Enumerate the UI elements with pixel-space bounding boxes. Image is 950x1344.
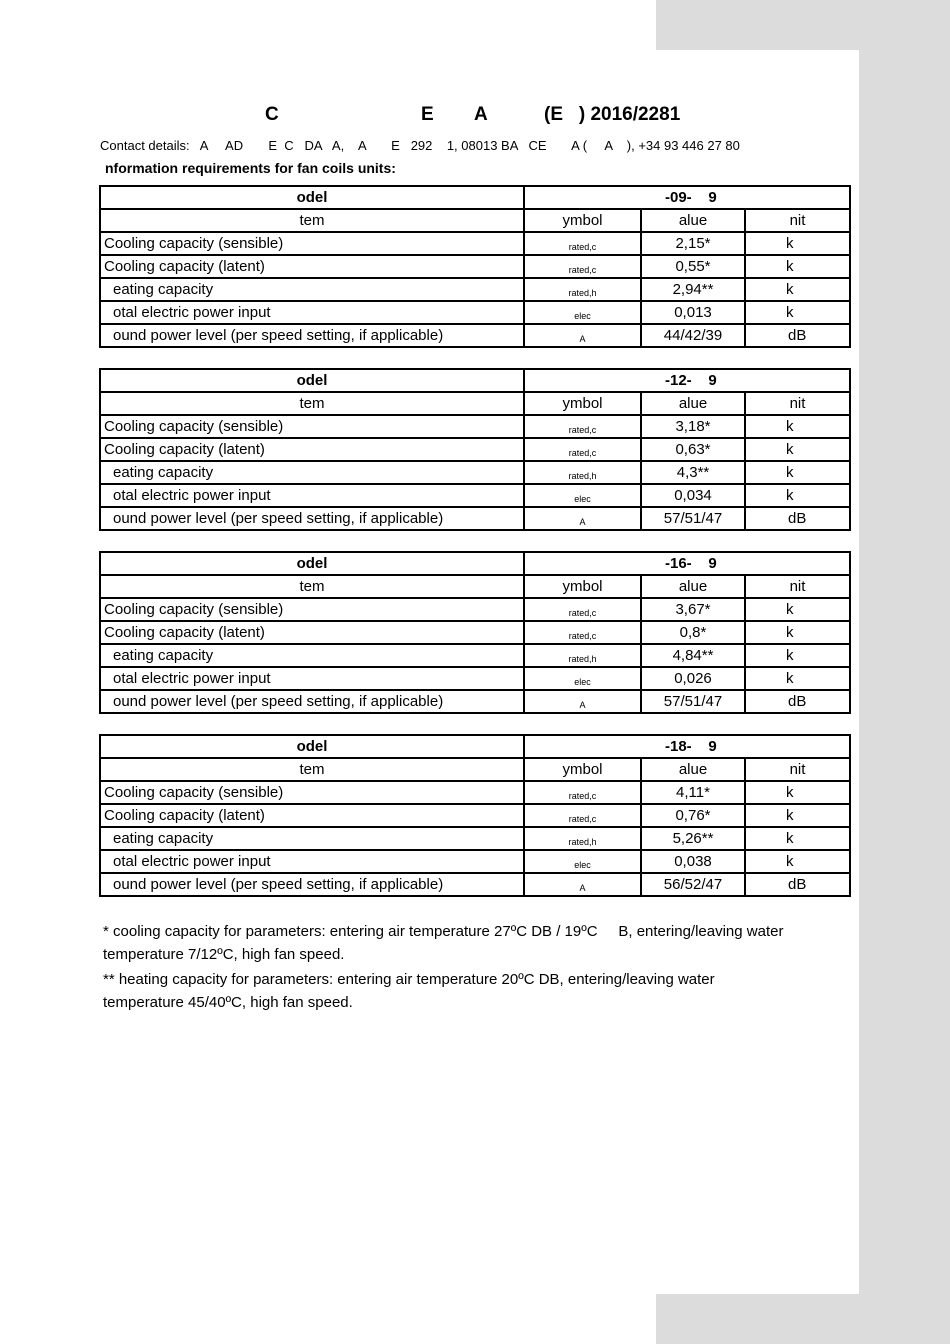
row-label: Cooling capacity (latent): [100, 438, 524, 461]
row-unit: k: [745, 232, 850, 255]
header-value: alue: [641, 392, 745, 415]
model-label: odel: [100, 369, 524, 392]
header-item: tem: [100, 209, 524, 232]
row-value: 0,013: [641, 301, 745, 324]
row-unit: k: [745, 598, 850, 621]
spec-table-model-4: [99, 734, 851, 897]
model-label: odel: [100, 552, 524, 575]
table-row: [100, 484, 850, 507]
table-row: [100, 324, 850, 347]
title-part-2: E: [421, 104, 434, 125]
table-row: [100, 667, 850, 690]
row-value: 0,8*: [641, 621, 745, 644]
row-unit: dB: [745, 873, 850, 896]
row-symbol: A: [524, 507, 641, 530]
row-value: 4,11*: [641, 781, 745, 804]
row-unit: k: [745, 255, 850, 278]
model-name: -09- 9: [524, 186, 850, 209]
row-symbol: rated,c: [524, 255, 641, 278]
row-symbol: rated,c: [524, 438, 641, 461]
table-row: [100, 461, 850, 484]
row-unit: dB: [745, 507, 850, 530]
header-unit: nit: [745, 758, 850, 781]
spec-table-model-2: [99, 368, 851, 531]
header-symbol: ymbol: [524, 575, 641, 598]
table-row: [100, 781, 850, 804]
row-label: Cooling capacity (sensible): [100, 415, 524, 438]
row-label: otal electric power input: [100, 484, 524, 507]
row-symbol: rated,c: [524, 621, 641, 644]
row-unit: k: [745, 438, 850, 461]
note-cooling-line-2: temperature 7/12ºC, high fan speed.: [103, 946, 345, 963]
row-value: 0,63*: [641, 438, 745, 461]
table-row: [100, 438, 850, 461]
note-heating-line-1: ** heating capacity for parameters: entering air temperature 20ºC DB, entering/leaving water: [103, 971, 715, 988]
row-unit: dB: [745, 324, 850, 347]
table-row: [100, 644, 850, 667]
table-row: [100, 827, 850, 850]
model-name: -12- 9: [524, 369, 850, 392]
row-label: ound power level (per speed setting, if applicable): [100, 873, 524, 896]
table-row: [100, 621, 850, 644]
header-unit: nit: [745, 392, 850, 415]
table-row: [100, 598, 850, 621]
header-value: alue: [641, 575, 745, 598]
header-item: tem: [100, 392, 524, 415]
row-unit: k: [745, 621, 850, 644]
row-unit: k: [745, 301, 850, 324]
header-item: tem: [100, 575, 524, 598]
row-symbol: rated,h: [524, 461, 641, 484]
model-name: -16- 9: [524, 552, 850, 575]
row-value: 44/42/39: [641, 324, 745, 347]
info-requirements-heading: nformation requirements for fan coils units:: [105, 160, 396, 176]
row-label: eating capacity: [100, 827, 524, 850]
row-symbol: A: [524, 324, 641, 347]
row-value: 57/51/47: [641, 507, 745, 530]
row-symbol: A: [524, 690, 641, 713]
row-value: 4,84**: [641, 644, 745, 667]
page-title: [100, 104, 850, 130]
model-label: odel: [100, 735, 524, 758]
table-row: [100, 850, 850, 873]
row-symbol: rated,h: [524, 827, 641, 850]
row-label: ound power level (per speed setting, if applicable): [100, 324, 524, 347]
row-value: 57/51/47: [641, 690, 745, 713]
row-value: 0,76*: [641, 804, 745, 827]
row-label: Cooling capacity (sensible): [100, 598, 524, 621]
spec-table-model-1: [99, 185, 851, 348]
model-name: -18- 9: [524, 735, 850, 758]
header-item: tem: [100, 758, 524, 781]
row-label: eating capacity: [100, 461, 524, 484]
table-row: [100, 507, 850, 530]
table-row: [100, 804, 850, 827]
row-symbol: elec: [524, 850, 641, 873]
row-unit: k: [745, 278, 850, 301]
row-label: Cooling capacity (latent): [100, 804, 524, 827]
row-value: 0,026: [641, 667, 745, 690]
row-label: otal electric power input: [100, 667, 524, 690]
row-value: 56/52/47: [641, 873, 745, 896]
row-unit: k: [745, 667, 850, 690]
row-value: 2,94**: [641, 278, 745, 301]
header-value: alue: [641, 758, 745, 781]
note-cooling-line-1: * cooling capacity for parameters: entering air temperature 27ºC DB / 19ºC B, entering/leaving water: [103, 923, 784, 940]
page-background-bottom: [0, 1294, 656, 1344]
table-row: [100, 415, 850, 438]
row-value: 0,038: [641, 850, 745, 873]
row-unit: k: [745, 827, 850, 850]
row-label: Cooling capacity (latent): [100, 621, 524, 644]
row-symbol: rated,h: [524, 278, 641, 301]
row-label: Cooling capacity (latent): [100, 255, 524, 278]
table-row: [100, 690, 850, 713]
row-value: 5,26**: [641, 827, 745, 850]
header-value: alue: [641, 209, 745, 232]
row-symbol: rated,c: [524, 804, 641, 827]
model-label: odel: [100, 186, 524, 209]
row-value: 3,18*: [641, 415, 745, 438]
row-value: 0,55*: [641, 255, 745, 278]
row-symbol: elec: [524, 667, 641, 690]
row-value: 3,67*: [641, 598, 745, 621]
row-symbol: elec: [524, 301, 641, 324]
header-unit: nit: [745, 209, 850, 232]
row-unit: dB: [745, 690, 850, 713]
spec-table-model-3: [99, 551, 851, 714]
title-part-4: (E ) 2016/2281: [544, 104, 681, 125]
header-symbol: ymbol: [524, 209, 641, 232]
row-label: otal electric power input: [100, 301, 524, 324]
row-unit: k: [745, 461, 850, 484]
row-label: ound power level (per speed setting, if applicable): [100, 690, 524, 713]
header-symbol: ymbol: [524, 758, 641, 781]
row-value: 0,034: [641, 484, 745, 507]
table-row: [100, 232, 850, 255]
row-unit: k: [745, 644, 850, 667]
row-value: 2,15*: [641, 232, 745, 255]
row-symbol: rated,c: [524, 415, 641, 438]
title-part-3: A: [474, 104, 488, 125]
row-symbol: A: [524, 873, 641, 896]
row-value: 4,3**: [641, 461, 745, 484]
row-unit: k: [745, 415, 850, 438]
title-part-1: C: [265, 104, 279, 125]
row-symbol: rated,h: [524, 644, 641, 667]
row-label: Cooling capacity (sensible): [100, 781, 524, 804]
table-row: [100, 278, 850, 301]
row-label: eating capacity: [100, 644, 524, 667]
table-row: [100, 255, 850, 278]
row-label: Cooling capacity (sensible): [100, 232, 524, 255]
row-label: otal electric power input: [100, 850, 524, 873]
contact-details: Contact details: A AD E C DA A, A E 292 1, 08013 BA CE A ( A ), +34 93 446 27 80: [100, 138, 740, 153]
row-unit: k: [745, 484, 850, 507]
row-symbol: rated,c: [524, 781, 641, 804]
row-label: ound power level (per speed setting, if applicable): [100, 507, 524, 530]
row-unit: k: [745, 804, 850, 827]
row-symbol: elec: [524, 484, 641, 507]
row-unit: k: [745, 781, 850, 804]
row-label: eating capacity: [100, 278, 524, 301]
table-row: [100, 301, 850, 324]
header-unit: nit: [745, 575, 850, 598]
header-symbol: ymbol: [524, 392, 641, 415]
row-unit: k: [745, 850, 850, 873]
note-heating-line-2: temperature 45/40ºC, high fan speed.: [103, 994, 353, 1011]
row-symbol: rated,c: [524, 232, 641, 255]
table-row: [100, 873, 850, 896]
row-symbol: rated,c: [524, 598, 641, 621]
